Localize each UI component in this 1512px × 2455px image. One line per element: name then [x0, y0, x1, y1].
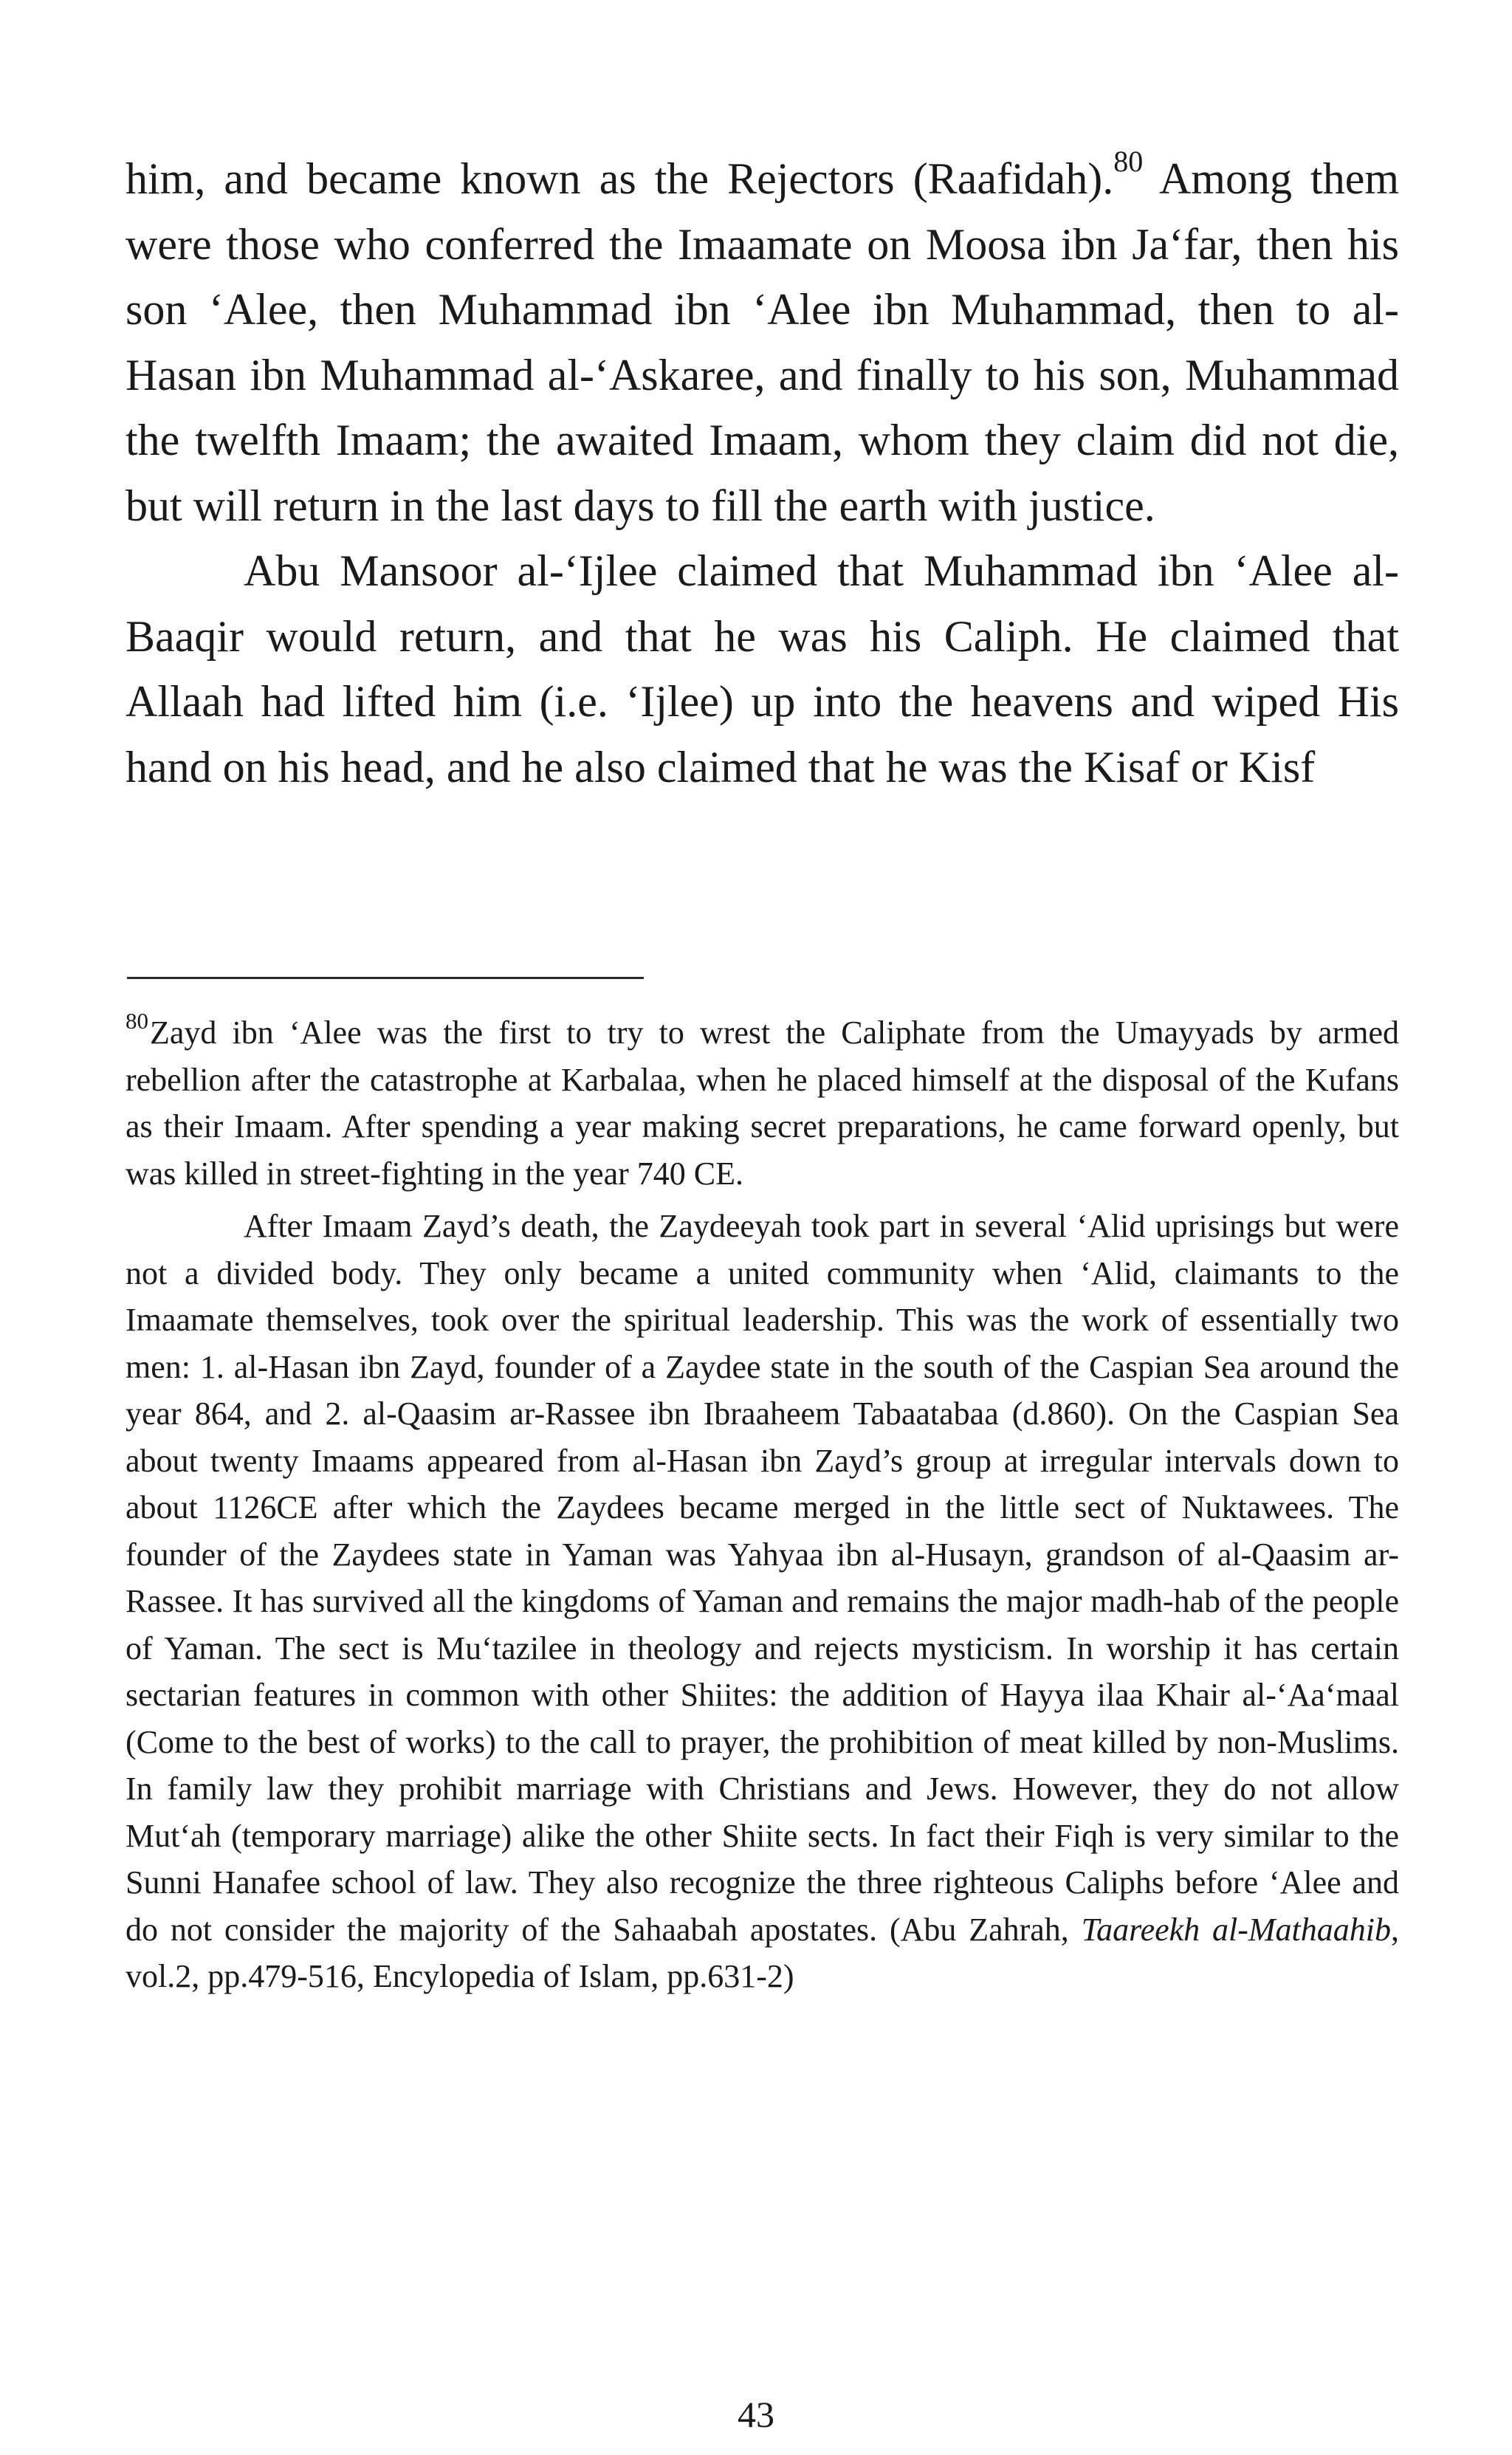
book-title-taareekh: Taareekh al-Mathaahib [1081, 1911, 1391, 1948]
footnote [126, 1009, 1399, 2000]
footnote-paragraph-2 [126, 1203, 1399, 2000]
footnote-marker: 80 [126, 1008, 148, 1034]
footnote-paragraph-2-citation: , vol.2, pp.479-516, Encylopedia of Islam, pp.631-2) [126, 1911, 1399, 1994]
footnote-reference-80: 80 [1113, 145, 1144, 178]
footnote-paragraph-2-text: After Imaam Zayd’s death, the Zaydeeyah took part in several ‘Alid uprisings but were not a divided body. They only became a united community when ‘Alid, claimants to the Imaamate themselves, took over the spiritual leadership. This was the work of essentially two men: 1. al-Hasan ibn Zayd, founder of a Zaydee state in the south of the Caspian Sea around the year 864, and 2. al-Qaasim ar-Rassee ibn Ibraaheem Tabaatabaa (d.860). On the Caspian Sea about twenty Imaams appeared from al-Hasan ibn Zayd’s group at irregular intervals down to about 1126CE after which the Zaydees became merged in the little sect of Nuktawees. The founder of the Zaydees state in Yaman was Yahyaa ibn al-Husayn, grandson of al-Qaasim ar-Rassee. It has survived all the kingdoms of Yaman and remains the major madh-hab of the people of Yaman. The sect is Mu‘tazilee in theology and rejects mysticism. In worship it has certain sectarian features in common with other Shiites: the addition of Hayya ilaa Khair al-‘Aa‘maal (Come to the best of works) to the call to prayer, the prohibition of meat killed by non-Muslims. In family law they prohibit marriage with Christians and Jews. However, they do not allow Mut‘ah (temporary marriage) alike the other Shiite sects. In fact their Fiqh is very similar to the Sunni Hanafee school of law. They also recognize the three righteous Caliphs before ‘Alee and do not consider the majority of the Sahaabah apostates. (Abu Zahrah, [126, 1208, 1399, 1948]
main-paragraph-2: Abu Mansoor al-‘Ijlee claimed that Muhammad ibn ‘Alee al-Baaqir would return, and that he was his Caliph. He claimed that Allaah had lifted him (i.e. ‘Ijlee) up into the heavens and wiped His hand on his head, and he also claimed that he was the Kisaf or Kisf [126, 546, 1399, 792]
main-paragraph-1 [126, 146, 1399, 538]
footnote-paragraph-1 [126, 1009, 1399, 1197]
main-paragraph-1-start: him, and became known as the Rejectors (Raafidah). [126, 154, 1114, 203]
footnote-divider [127, 977, 644, 979]
main-text [126, 146, 1399, 800]
main-paragraph-1-rest: Among them were those who conferred the Imaamate on Moosa ibn Ja‘far, then his son ‘Alee, then Muhammad ibn ‘Alee ibn Muhammad, then to al-Hasan ibn Muhammad al-‘Askaree, and finally to his son, Muhammad the twelfth Imaam; the awaited Imaam, whom they claim did not die, but will return in the last days to fill the earth with justice. [126, 154, 1399, 530]
footnote-paragraph-1-text: Zayd ibn ‘Alee was the first to try to wrest the Caliphate from the Umayyads by armed rebellion after the catastrophe at Karbalaa, when he placed himself at the disposal of the Kufans as their Imaam. After spending a year making secret preparations, he came forward openly, but was killed in street-fighting in the year 740 CE. [126, 1014, 1399, 1192]
page-number: 43 [738, 2394, 774, 2435]
